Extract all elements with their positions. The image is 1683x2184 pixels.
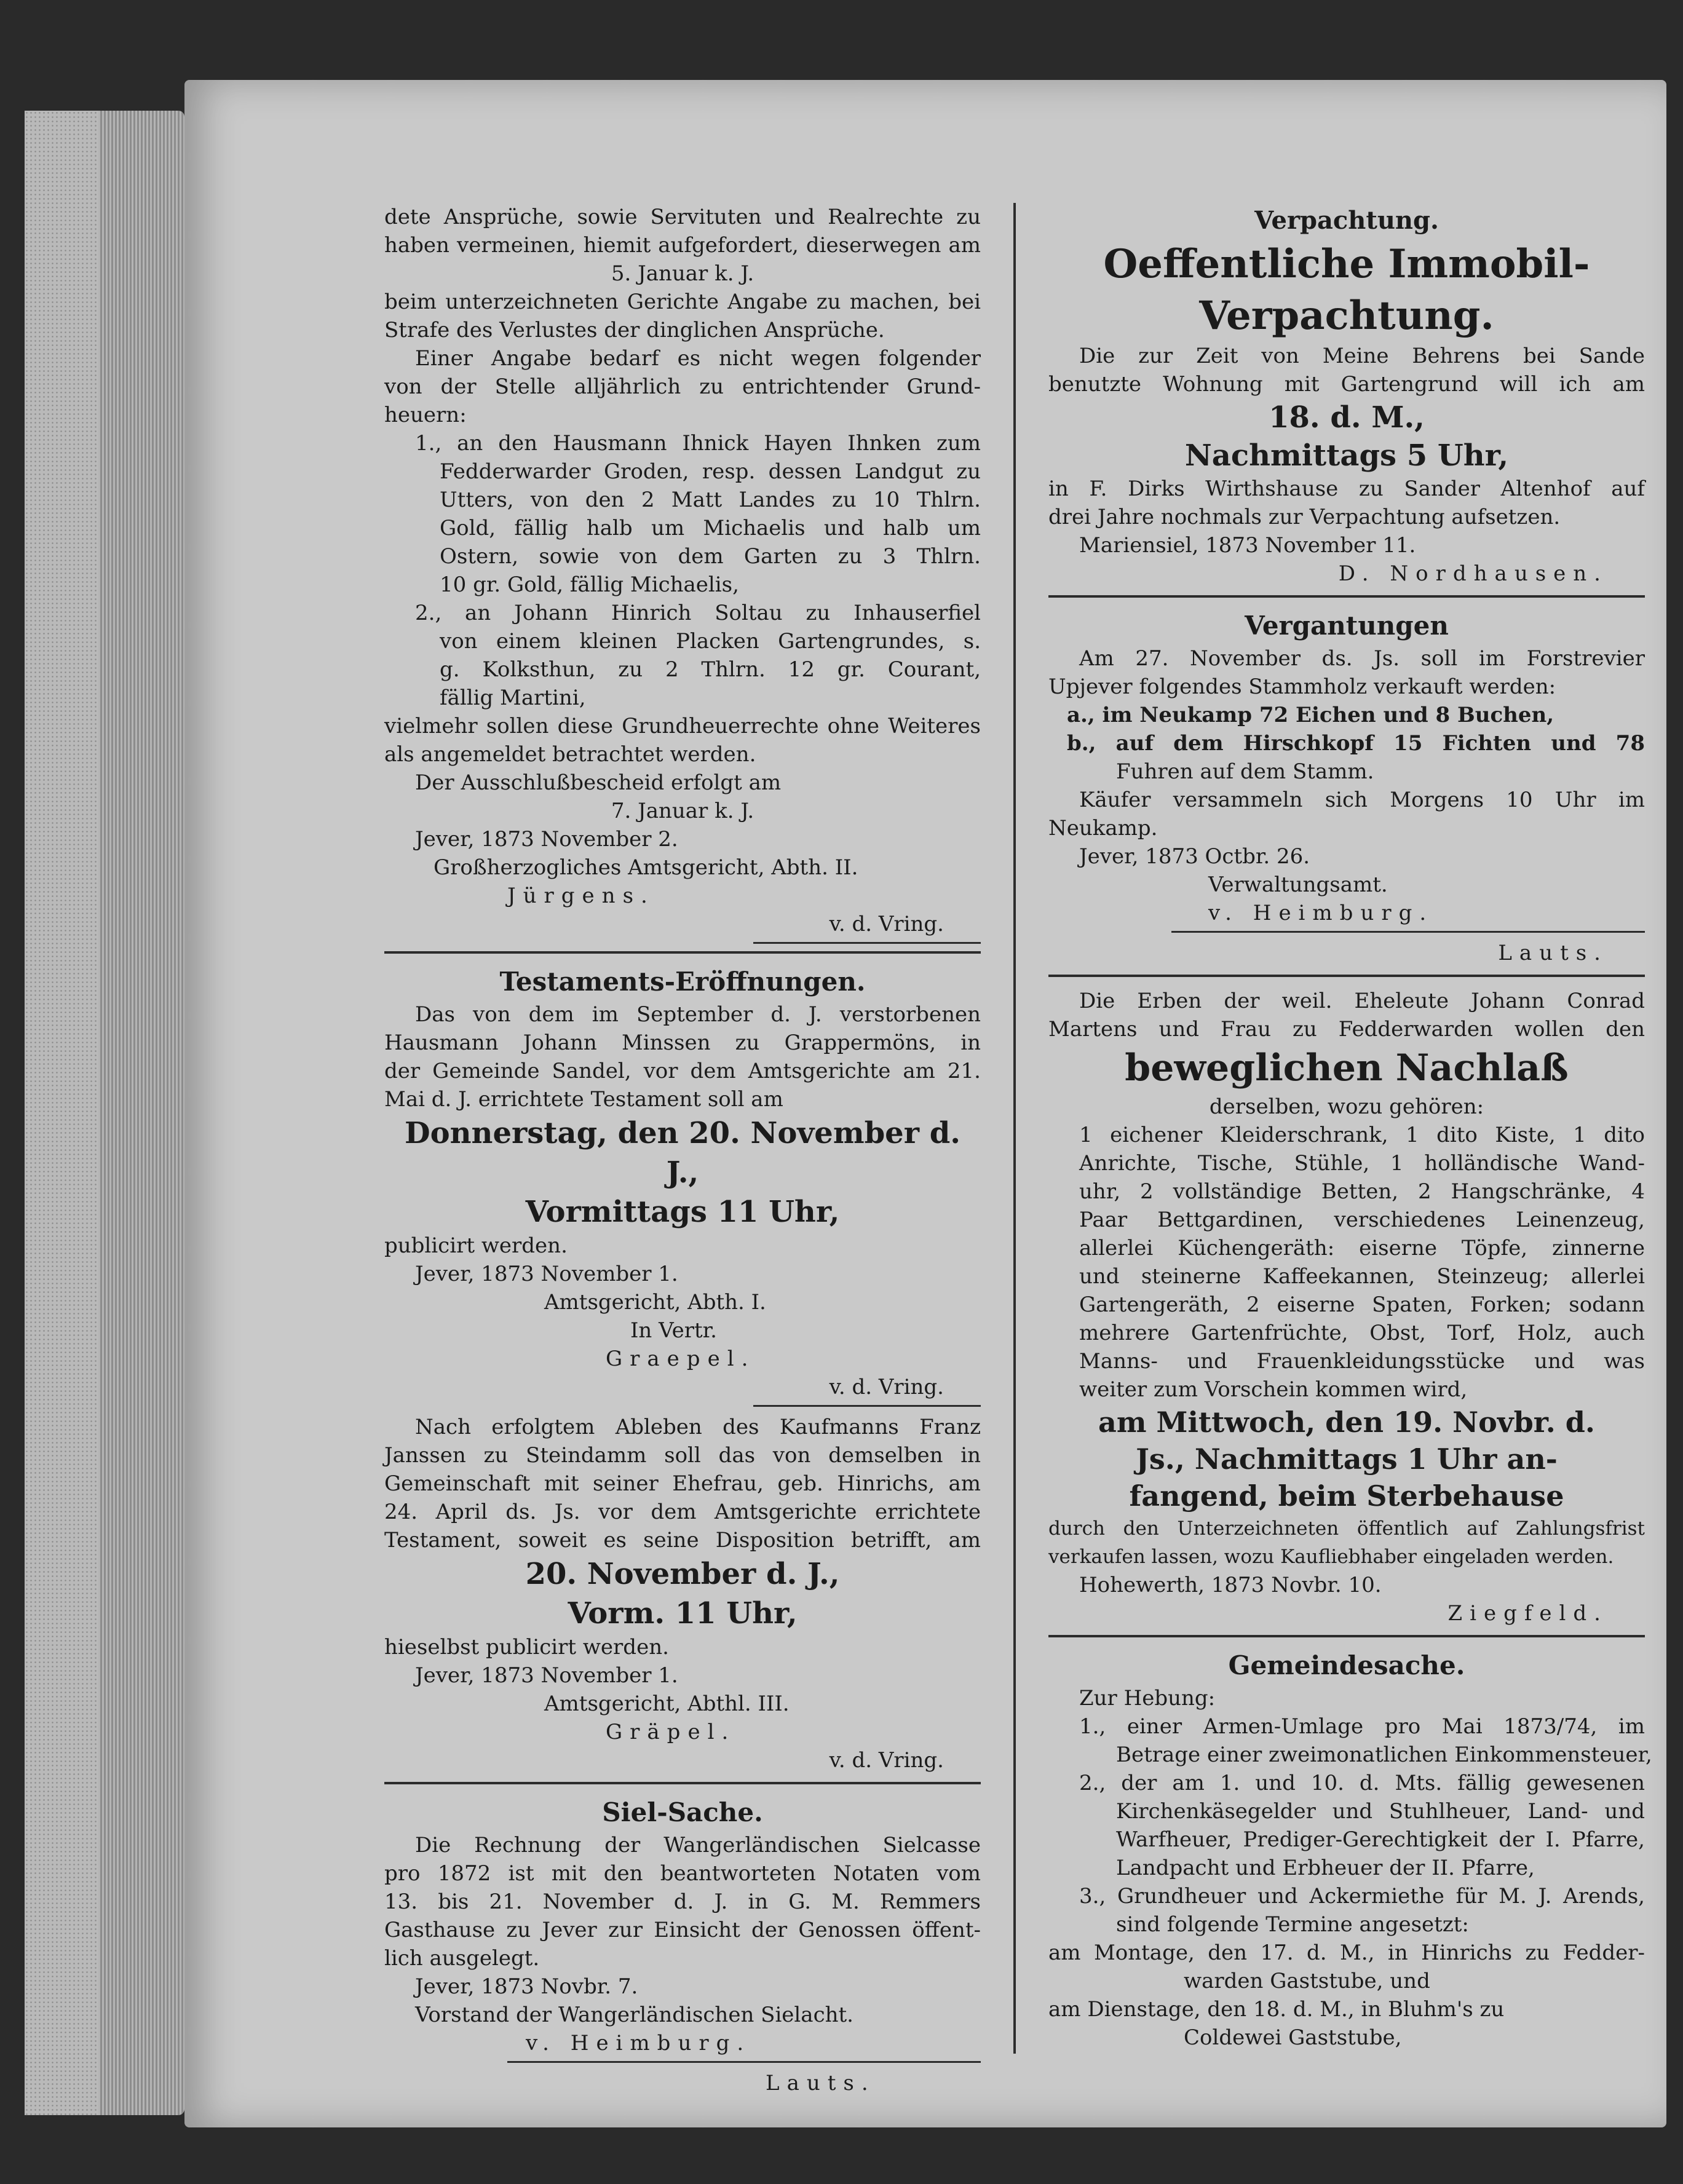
text-line: publicirt werden.: [384, 1233, 568, 1258]
list-item-line: Betrage einer zweimonatlichen Einkommensteuer,: [1116, 1743, 1652, 1767]
signature: Jürgens.: [507, 884, 655, 908]
text-line: beim unterzeichneten Gerichte Angabe zu machen, bei: [384, 290, 981, 314]
text-line: der Gemeinde Sandel, vor dem Amtsgerichte am 21.: [384, 1059, 981, 1083]
section-heading: Gemeindesache.: [1228, 1650, 1465, 1680]
right-column: [1048, 203, 1652, 2052]
date-emphasis: am Mittwoch, den 19. Novbr. d.: [1098, 1406, 1595, 1439]
place-date: Jever, 1873 November 2.: [415, 827, 678, 852]
text-line: Manns- und Frauenkleidungsstücke und was: [1079, 1349, 1645, 1374]
text-line: Am 27. November ds. Js. soll im Forstrevier: [1079, 646, 1645, 671]
list-item-line: fällig Martini,: [440, 686, 586, 710]
place-date: Jever, 1873 Novbr. 7.: [415, 1974, 638, 1999]
authority: Amtsgericht, Abthl. III.: [544, 1691, 790, 1716]
column-divider: [1013, 203, 1016, 2054]
signature: Ziegfeld.: [1447, 1601, 1608, 1626]
date-emphasis: Donnerstag, den 20. November d. J.,: [405, 1116, 960, 1190]
left-column: [384, 203, 981, 2097]
text-line: als angemeldet betrachtet werden.: [384, 742, 756, 767]
text-line: Zur Hebung:: [1079, 1686, 1216, 1711]
signature: Lauts.: [766, 2071, 876, 2095]
text-line: und steinerne Kaffeekannen, Steinzeug; allerlei: [1079, 1264, 1645, 1289]
date-emphasis: Js., Nachmittags 1 Uhr an-: [1136, 1442, 1558, 1476]
kicker-heading: Verpachtung.: [1254, 206, 1439, 235]
date-emphasis: Nachmittags 5 Uhr,: [1184, 438, 1509, 473]
section-rule: [384, 1782, 981, 1784]
section-heading: Testaments-Eröffnungen.: [499, 967, 866, 997]
text-line: durch den Unterzeichneten öffentlich auf Zahlungsfrist: [1048, 1517, 1645, 1540]
section-rule: [1048, 595, 1645, 598]
signature: Gräpel.: [606, 1720, 736, 1744]
list-item-line: von einem kleinen Placken Gartengrundes, s.: [440, 629, 981, 654]
section-rule: [384, 951, 981, 954]
text-line: Der Ausschlußbescheid erfolgt am: [415, 770, 782, 795]
short-rule: [753, 1405, 981, 1407]
authority: Großherzogliches Amtsgericht, Abth. II.: [434, 855, 858, 880]
text-line: Mai d. J. errichtete Testament soll am: [384, 1087, 783, 1112]
date-emphasis: fangend, beim Sterbehause: [1129, 1479, 1564, 1513]
date-emphasis: Vormittags 11 Uhr,: [525, 1195, 840, 1229]
text-line: Testament, soweit es seine Disposition betrifft, am: [384, 1528, 981, 1553]
text-line: Martens und Frau zu Fedderwarden wollen den: [1048, 1017, 1645, 1042]
text-line: In Vertr.: [630, 1318, 717, 1343]
text-line: heuern:: [384, 403, 467, 427]
text-line: Gasthause zu Jever zur Einsicht der Genossen öffent-: [384, 1918, 981, 1942]
text-line: lich ausgelegt.: [384, 1946, 540, 1971]
book-cover: [25, 111, 98, 2115]
authority: Amtsgericht, Abth. I.: [544, 1290, 766, 1315]
place-date: Jever, 1873 November 1.: [415, 1262, 678, 1286]
text-line: Die Rechnung der Wangerländischen Sielcasse: [415, 1833, 981, 1858]
text-line: 13. bis 21. November d. J. in G. M. Remmers: [384, 1889, 981, 1914]
date-emphasis: 20. November d. J.,: [525, 1557, 840, 1591]
text-line: Die zur Zeit von Meine Behrens bei Sande: [1079, 344, 1645, 368]
text-line: Einer Angabe bedarf es nicht wegen folgender: [415, 346, 981, 371]
place-date: Hohewerth, 1873 Novbr. 10.: [1079, 1573, 1382, 1597]
text-line: Hausmann Johann Minssen zu Grappermöns, in: [384, 1031, 981, 1055]
signature: D. Nordhausen.: [1338, 561, 1608, 586]
text-line: Anrichte, Tische, Stühle, 1 holländische Wand-: [1079, 1151, 1645, 1176]
text-line: Das von dem im September d. J. verstorbenen: [415, 1002, 981, 1027]
place-date: Mariensiel, 1873 November 11.: [1079, 533, 1416, 558]
text-line: von der Stelle alljährlich zu entrichtender Grund-: [384, 374, 981, 399]
date-emphasis: 18. d. M.,: [1269, 400, 1425, 435]
list-item-line: Fedderwarder Groden, resp. dessen Landgut zu: [440, 459, 981, 484]
signature: v. d. Vring.: [829, 1375, 944, 1399]
signature: v. d. Vring.: [829, 1748, 944, 1773]
text-line: am Montage, den 17. d. M., in Hinrichs zu Fedder-: [1048, 1941, 1645, 1965]
text-line: verkaufen lassen, wozu Kaufliebhaber eingeladen werden.: [1048, 1546, 1614, 1568]
text-line: Käufer versammeln sich Morgens 10 Uhr im: [1079, 788, 1645, 812]
text-line: 24. April ds. Js. vor dem Amtsgerichte errichtete: [384, 1500, 981, 1524]
place-date: Jever, 1873 November 1.: [415, 1663, 678, 1688]
text-line: uhr, 2 vollständige Betten, 2 Hangschränke, 4: [1079, 1179, 1645, 1204]
list-item-line: Kirchenkäsegelder und Stuhlheuer, Land- und: [1116, 1799, 1645, 1824]
main-heading: beweglichen Nachlaß: [1125, 1046, 1569, 1090]
text-line: 5. Januar k. J.: [611, 261, 754, 286]
signature: v. d. Vring.: [829, 912, 944, 936]
section-rule: [1048, 1635, 1645, 1637]
list-item-line: b., auf dem Hirschkopf 15 Fichten und 78: [1067, 731, 1645, 756]
list-item-line: 3., Grundheuer und Ackermiethe für M. J. Arends,: [1079, 1884, 1645, 1909]
text-line: Upjever folgendes Stammholz verkauft werden:: [1048, 675, 1556, 699]
text-line: Gartengeräth, 2 eiserne Spaten, Forken; sodann: [1079, 1292, 1645, 1317]
main-heading: Oeffentliche Immobil-: [1103, 241, 1590, 287]
text-line: am Dienstage, den 18. d. M., in Bluhm's zu: [1048, 1997, 1505, 2022]
text-line: Strafe des Verlustes der dinglichen Ansprüche.: [384, 318, 885, 342]
section-heading: Siel-Sache.: [602, 1797, 763, 1827]
list-item-line: sind folgende Termine angesetzt:: [1116, 1912, 1469, 1937]
short-rule: [507, 2061, 981, 2063]
text-line: Gemeinschaft mit seiner Ehefrau, geb. Hinrichs, am: [384, 1471, 981, 1496]
text-line: mehrere Gartenfrüchte, Obst, Torf, Holz, auch: [1079, 1321, 1645, 1345]
list-item-line: 2., an Johann Hinrich Soltau zu Inhauserfiel: [415, 601, 981, 625]
list-item-line: a., im Neukamp 72 Eichen und 8 Buchen,: [1067, 703, 1554, 727]
list-item-line: 2., der am 1. und 10. d. Mts. fällig gewesenen: [1079, 1771, 1645, 1795]
list-item-line: Landpacht und Erbheuer der II. Pfarre,: [1116, 1856, 1535, 1880]
text-line: Neukamp.: [1048, 816, 1158, 841]
text-line: Die Erben der weil. Eheleute Johann Conrad: [1079, 989, 1645, 1013]
text-line: hieselbst publicirt werden.: [384, 1635, 669, 1660]
text-line: weiter zum Vorschein kommen wird,: [1079, 1377, 1468, 1402]
signature: v. Heimburg.: [1208, 901, 1434, 925]
text-line: warden Gaststube, und: [1184, 1969, 1430, 1993]
list-item-line: Gold, fällig halb um Michaelis und halb um: [440, 516, 981, 540]
text-line: benutzte Wohnung mit Gartengrund will ich am: [1048, 372, 1645, 397]
list-item-line: 10 gr. Gold, fällig Michaelis,: [440, 572, 739, 597]
signature: v. Heimburg.: [526, 2031, 751, 2055]
list-item-line: Fuhren auf dem Stamm.: [1116, 759, 1374, 784]
text-line: dete Ansprüche, sowie Servituten und Realrechte zu: [384, 205, 981, 229]
short-rule: [1171, 931, 1645, 933]
text-line: in F. Dirks Wirthshause zu Sander Altenhof auf: [1048, 477, 1645, 501]
text-line: pro 1872 ist mit den beantworteten Notaten vom: [384, 1861, 981, 1886]
text-line: Coldewei Gaststube,: [1184, 2025, 1402, 2050]
text-line: vielmehr sollen diese Grundheuerrechte ohne Weiteres: [384, 714, 981, 738]
text-line: Paar Bettgardinen, verschiedenes Leinenzeug,: [1079, 1208, 1645, 1232]
text-line: 1 eichener Kleiderschrank, 1 dito Kiste, 1 dito: [1079, 1123, 1645, 1147]
short-rule: [753, 942, 981, 944]
signature: Lauts.: [1498, 941, 1608, 965]
text-line: Nach erfolgtem Ableben des Kaufmanns Franz: [415, 1415, 981, 1439]
list-item-line: Ostern, sowie von dem Garten zu 3 Thlrn.: [440, 544, 981, 569]
date-emphasis: Vorm. 11 Uhr,: [568, 1596, 798, 1631]
list-item-line: 1., einer Armen-Umlage pro Mai 1873/74, im: [1079, 1714, 1645, 1739]
list-item-line: Warfheuer, Prediger-Gerechtigkeit der I. Pfarre,: [1116, 1827, 1645, 1852]
section-rule: [1048, 975, 1645, 977]
section-heading: Vergantungen: [1245, 611, 1449, 641]
authority: Vorstand der Wangerländischen Sielacht.: [415, 2003, 853, 2027]
signature: Graepel.: [606, 1347, 756, 1371]
place-date: Jever, 1873 Octbr. 26.: [1079, 844, 1310, 869]
list-item-line: 1., an den Hausmann Ihnick Hayen Ihnken zum: [415, 431, 981, 456]
text-line: Janssen zu Steindamm soll das von demselben in: [384, 1443, 981, 1468]
list-item-line: g. Kolksthun, zu 2 Thlrn. 12 gr. Courant,: [440, 657, 981, 682]
text-line: allerlei Küchengeräth: eiserne Töpfe, zinnerne: [1079, 1236, 1645, 1260]
list-item-line: Utters, von den 2 Matt Landes zu 10 Thlrn.: [440, 488, 981, 512]
authority: Verwaltungsamt.: [1208, 872, 1388, 897]
main-heading: Verpachtung.: [1199, 293, 1494, 339]
text-line: drei Jahre nochmals zur Verpachtung aufsetzen.: [1048, 505, 1561, 529]
text-line: 7. Januar k. J.: [611, 799, 754, 823]
text-line: derselben, wozu gehören:: [1209, 1094, 1484, 1119]
text-line: haben vermeinen, hiemit aufgefordert, dieserwegen am: [384, 233, 981, 258]
